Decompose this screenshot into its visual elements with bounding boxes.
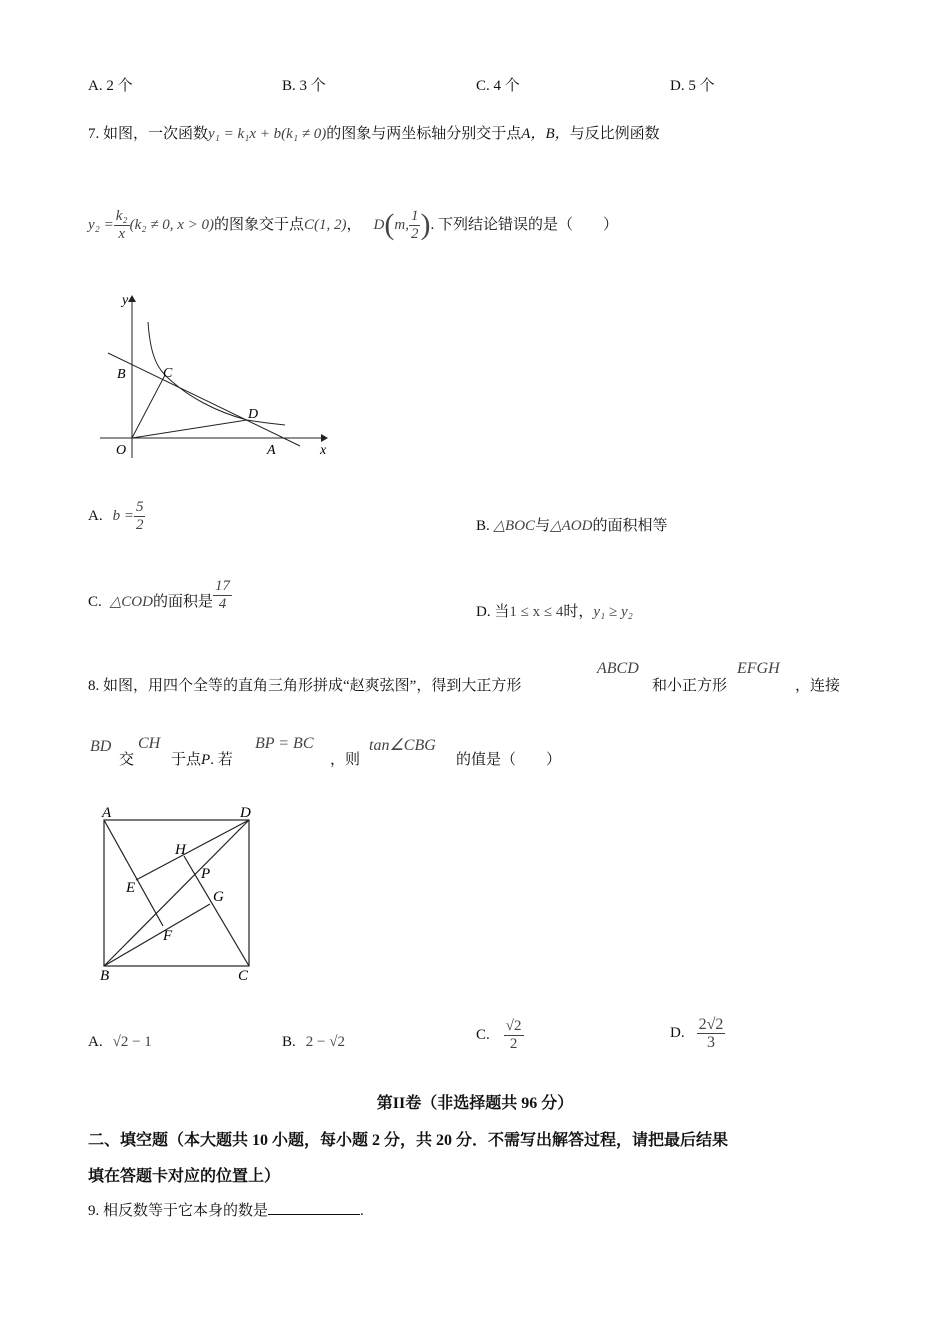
q9-answer-blank [268,1200,360,1215]
label-a: A [102,805,112,821]
q8-option-c: C. $\frac{√2}{2}$ [476,1017,522,1052]
segment-od [132,420,247,438]
q7-option-a: A. b = $\frac{5}{2}$ [88,498,144,533]
q8-option-a: A. √2 − 1 [88,1034,152,1050]
q8-stem-line2-a: 于点P. 若 [171,752,233,768]
q8-stem-line1-c: ，连接 [795,678,841,694]
label-h: H [175,842,186,858]
q7-stem-line2: y₂ = $\frac{\text{k₂}}{x}$ (k₂ ≠ 0, x > 0) 的图象交于点 C(1, 2) ， D ( m, $\frac{1}{2}$ ) . 下列结论错误的是（ ） [88,207,618,242]
q6-option-c: C. 4 个 [476,78,520,94]
q9-number: 9. [88,1203,100,1219]
q9-stem: 9. 相反数等于它本身的数是 . [88,1200,364,1221]
q8-stem-line2-c: ，则 [330,752,361,768]
q7-option-d: D. 当1 ≤ x ≤ 4时，y₁ ≥ y₂ [476,604,633,620]
q7-option-b: B. △BOC与△AOD的面积相等 [476,518,668,534]
segment-oc [132,375,165,438]
q8-ch: CH [138,735,161,752]
q8-sq-efgh: EFGH [737,660,780,677]
label-y: y [122,293,129,308]
q8-figure [95,800,265,985]
label-p: P [201,866,211,882]
label-a: A [267,443,276,458]
label-o: O [116,443,127,458]
section2-heading-line2: 填在答题卡对应的位置上） [88,1168,281,1185]
q8-stem-line1-b: 和小正方形 [652,678,728,694]
q8-tan: tan∠CBG [369,737,436,754]
q6-option-a: A. 2 个 [88,78,133,94]
q8-sq-abcd: ABCD [597,660,639,677]
q8-option-b: B. 2 − √2 [282,1034,345,1050]
q8-jiao: 交 [119,752,135,768]
q8-stem-line1: 8. 如图，用四个全等的直角三角形拼成“赵爽弦图”，得到大正方形 [88,678,522,694]
q8-condition: BP = BC [255,735,314,752]
q8-number: 8. [88,678,100,694]
q8-bd: BD [90,738,112,755]
section2-heading-line1: 二、填空题（本大题共 10 小题，每小题 2 分，共 20 分．不需写出解答过程，请把最后结果 [88,1132,729,1149]
q7-formula1: y₁ = k₁x + b(k₁ ≠ 0) [208,126,327,142]
label-b: B [100,968,110,984]
q7-point-d-frac: $\frac{1}{2}$ [410,207,419,242]
q7-figure [95,288,340,463]
label-e: E [126,880,136,896]
q7-formula2-frac: $\frac{\text{k₂}}{x}$ [115,207,128,242]
label-c: C [238,968,249,984]
line-y1 [108,353,300,446]
q8-option-d: D. $\frac{2√2}{3}$ [670,1015,724,1051]
q7-option-c: C. △COD 的面积是 $\frac{17}{4}$ [88,577,230,612]
part2-title: 第II卷（非选择题共 96 分） [376,1095,574,1112]
label-d: D [240,805,251,821]
label-f: F [163,928,173,944]
segment-ch [184,856,249,966]
label-x: x [320,443,327,458]
q6-option-d: D. 5 个 [670,78,715,94]
label-g: G [213,889,224,905]
q6-option-b: B. 3 个 [282,78,326,94]
label-b: B [117,367,126,382]
label-d: D [248,407,259,422]
segment-af [104,820,163,926]
q7-point-c: C(1, 2) [304,217,347,233]
q8-stem-line2-d: 的值是（ ） [456,752,562,768]
label-c: C [163,366,173,381]
q7-number: 7. [88,126,100,142]
q7-stem-line1: 7. 如图，一次函数y₁ = k₁x + b(k₁ ≠ 0)的图象与两坐标轴分别交于点A，B，与反比例函数 [88,126,660,142]
